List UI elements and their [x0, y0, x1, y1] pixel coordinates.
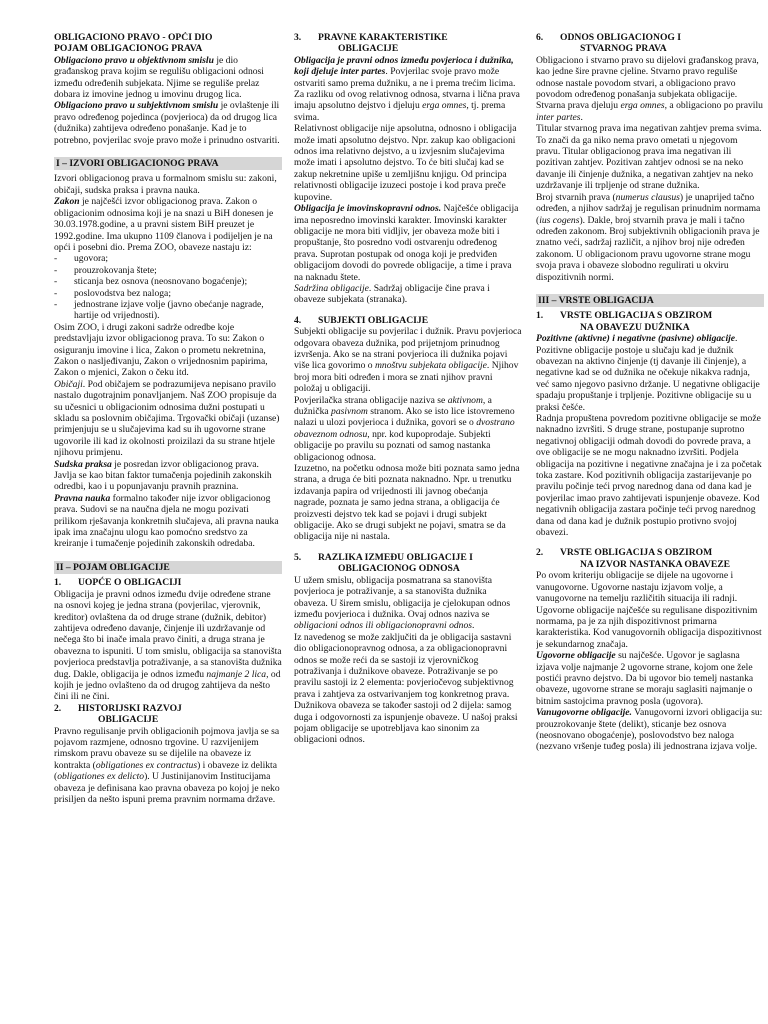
- list-item: - ugovora;: [54, 253, 109, 265]
- paragraph-contractual: Ugovorne obligacije su najčešće. Ugovor je saglasna izjava volje najmanje 2 ugovorne strane, kojom one žele postići pravno dejstvo. Da bi ugovor bio temelj nastanka obaveze, ugovorne strane se moraju saglasiti najmanje o bitnim sastojcima pravnog posla (ugovora).: [536, 650, 754, 707]
- subheading-difference: 5. RAZLIKA IZMEĐU OBLIGACIJE I OBLIGACIONOG ODNOSA: [294, 551, 473, 575]
- paragraph-zakon: Zakon je najčešći izvor obligacionog prava. Zakon o obligacionim odnosima koji je na snazi u BiH donesen je 30.03.1978.godine, a u pravni sistem BiH preuzet je 1992.godine. Ima ukupno 1109 članova i podijeljen je na opći i posebni dio. Prema ZOO, obaveze nastaju iz:: [54, 196, 274, 253]
- doc-title-line1: OBLIGACIONO PRAVO - OPĆI DIO: [54, 32, 213, 43]
- subheading-general: 1. UOPĆE O OBLIGACIJI: [54, 577, 182, 589]
- paragraph-subjects: Subjekti obligacije su povjerilac i dužnik. Pravu povjerioca odgovara obaveza dužnika, pod prijetnjom prinudnog izvršenja. Ako se na strani povjerioca ili dužnika pojavi više lica govorimo o mnoštvu subjekata obligacije. Njihov broj mora biti određen i mora se znati njihov pravni položaj u obligaciji.: [294, 326, 522, 395]
- section-heading-concept: II – POJAM OBLIGACIJE: [54, 561, 282, 574]
- paragraph-sides: Povjerilačka strana obligacije naziva se aktivnom, a dužnička pasivnom stranom. Ako se isto lice istovremeno nalazi u ulozi povjerioca i dužnika, govori se o dvostrano obaveznom odnosu, npr. kod kupoprodaje. Subjekti obligacije po pravilu su poznati od samog nastanka obligacionog odnosa.: [294, 394, 515, 463]
- section-heading-sources: I – IZVORI OBLIGACIONOG PRAVA: [54, 157, 282, 170]
- paragraph-objective: Obligaciono pravo u objektivnom smislu je dio građanskog prava kojim se regulišu obligacioni odnosi između određenih subjekata. Njime se reguliše prelaz dobara iz imovine jednog u imovinu drugog lica.: [54, 54, 264, 101]
- paragraph-relativity: Relativnost obligacije nije apsolutna, odnosno i obligacija može imati apsolutno dejstvo. Npr. zakup kao obligacioni odnos ima relativno dejstvo, a u izvjesnim slučajevima može imati i apsolutno dejstvo. To će biti slučaj kad se zakup nekretnine upiše u zemljišnu knjigu. Od principa relativnosti obligacije izuzeci postoje i kod prava preče kupovine.: [294, 123, 517, 203]
- paragraph-general: Obligacija je pravni odnos između dvije određene strane na osnovi kojeg je jedna strana (povjerilac, vjerovnik, kreditor) ovlaštena da od druge strane (dužnik, debitor) zahtijeva određeno davanje, činjenje ili uzdržavanje od nečega što bi inače imala pravo činiti, a druga strana je obavezna to ispuniti. U tom smislu, obligacija sa stanovišta povjerioca predstavlja potraživanje, a sa stanovišta dužnika dug. Dakle, obligacija je odnos između najmanje 2 lica, od kojih je jedno ovlašteno da od drugog zahtijeva da nešto čini ili ne čini.: [54, 588, 282, 703]
- paragraph-relative: Obligacija je pravni odnos između povjerioca i dužnika, koji djeluje inter partes. Povjerilac svoje pravo može ostvariti samo prema dužniku, a ne i prema trećim licima. Za razliku od ovog relativnog odnosa, stvarna i lična prava imaju apsolutno dejstvo i djeluju erga omnes, tj. prema svima.: [294, 54, 520, 123]
- paragraph-conclusion: Iz navedenog se može zaključiti da je obligacija sastavni dio obligacionopravnog odnosa, a za obligacionopravni odnos se može reći da se sastoji iz vjerovničkog potraživanja i dužnikove obaveze. Potraživanje se po pravilu sastoji iz 2 elementa: povjeriočevog subjektivnog prava i zahtjeva za ostvarivanjem tog konkretnog prava. Dužnikova obaveza se također sastoji od 2 dijela: samog duga i odgovornosti za ispunjenje obaveze. U našoj praksi pojam obligacije se upotrebljava kao sinonim za obligacioni odnos.: [294, 631, 518, 746]
- list-item: - prouzrokovanja štete;: [54, 264, 157, 276]
- section-heading-types: III – VRSTE OBLIGACIJA: [536, 294, 764, 307]
- list-item: - sticanja bez osnova (neosnovano bogaćenje);: [54, 276, 248, 288]
- paragraph-history: Pravno regulisanje prvih obligacionih pojmova javlja se sa pojavom razmjene, odnosno trgovine. U razvijenijem rimskom pravu obaveze su se dijelile na obaveze iz kontrakta (obligationes ex contractus) i obaveze iz delikta (obligationes ex delicto). U Justinijanovim Institucijama obaveza je definisana kao pravna obaveza po kojoj je neko prisiljen da nešto ispuni prema pravnim normama države.: [54, 725, 280, 805]
- paragraph-exception: Izuzetno, na početku odnosa može biti poznata samo jedna strana, a druga će biti poznata naknadno. Npr. u trenutku izdavanja papira od vrijednosti ili javnog obećanja nagrade, poznata je samo jedna strana, a obligacija će proizvesti dejstvo tek kad se pojavi i drugi subjekt obligacije. Ako se drugi subjekt ne pojavi, smatra se da obligacija nije ni nastala.: [294, 463, 520, 543]
- subheading-history: 2. HISTORIJSKI RAZVOJ OBLIGACIJE: [54, 702, 182, 726]
- paragraph-numerus-clausus: Broj stvarnih prava (numerus clausus) je unaprijed tačno određen, a njihov sadržaj je regulisan prinudnim normama (ius cogens). Dakle, broj stvarnih prava je mali i tačno određen zakonom. Broj subjektivnih obligacionih prava je znatno veći, sadržaj različit, a njihov broj nije određen zakonom. U obligacionom pravu ugovorne strane mogu svoja prava i obaveze slobodno regulirati u okviru dispozitivnih normi.: [536, 191, 761, 283]
- obligation-sources-list: [54, 253, 282, 321]
- subheading-relation: 6. ODNOS OBLIGACIONOG I STVARNOG PRAVA: [536, 32, 682, 55]
- doc-title-line2: POJAM OBLIGACIONOG PRAVA: [54, 43, 203, 55]
- paragraph-positive-negative: Pozitivne (aktivne) i negativne (pasivne) obligacije. Pozitivne obligacije postoje u slučaju kad je dužnik obavezan na aktivno činjenje (tj davanje ili činjenje), a negativne kad se od dužnika ne očekuje nikakva radnja, već samo njegovo pasivno držanje. U negativne obligacije spadaju propuštanje i trpljenje. Pozitivne obligacije su u praksi češće.: [536, 333, 760, 413]
- paragraph-legal-science: Pravna nauka formalno također nije izvor obligacionog prava. Sudovi se na naučna djela ne mogu pozivati prilikom rješavanja konkretnih slučajeva, ali pravna nauka ipak ima značajnu ulogu kao pomoćno sredstvo za kreiranje i tumačenje pojedinih zakonskih odredaba.: [54, 492, 279, 550]
- subheading-subjects: 4. SUBJEKTI OBLIGACIJE: [294, 314, 429, 326]
- subheading-types-source: 2. VRSTE OBLIGACIJA S OBZIROM NA IZVOR NASTANKA OBAVEZE: [536, 547, 731, 570]
- paragraph-erga-omnes: Stvarna prava djeluju erga omnes, a obligaciono po pravilu inter partes.: [536, 100, 763, 123]
- paragraph-content: Sadržina obligacije. Sadržaj obligacije čine prava i obaveze subjekata (stranaka).: [294, 282, 490, 306]
- paragraph-other-laws: Osim ZOO, i drugi zakoni sadrže odredbe koje predstavljaju izvor obligacionog prava. To su: Zakon o osiguranju imovine i lica, Zakon o prometu nekretnina, Zakon o nasljeđivanju, Zakon o vrijednosnim papirima, Zakon o mjenici, Zakon o čeku itd.: [54, 321, 268, 379]
- column-1: [54, 32, 282, 805]
- paragraph-sources: Izvori obligacionog prava u formalnom smislu su: zakoni, običaji, sudska praksa i pravna nauka.: [54, 173, 277, 196]
- paragraph-noncontractual: Vanugovorne obligacije. Vanugovorni izvori obligacija su: prouzrokovanje štete (delikt), sticanje bez osnova (neosnovano obogaćenje), poslovodstvo bez naloga (nezvano vršenje tuđeg posla) ili jednostrana izjava volje.: [536, 707, 763, 753]
- list-item: - jednostrane izjave volje (javno obećanje nagrade, hartije od vrijednosti).: [54, 298, 264, 322]
- paragraph-titular: Titular stvarnog prava ima negativan zahtjev prema svima. To znači da ga niko nema pravo ometati u njegovom pravu. Titular obligacionog prava ima negativan ili pozitivan zahtjev. Pozitivan zahtjev odnosi se na neko davanje ili činjenje dužnika, a negativan zahtjev na neko uzdržavanje ili trpljenje od strane dužnika.: [536, 123, 762, 192]
- paragraph-narrow-wide: U užem smislu, obligacija posmatrana sa stanovišta povjerioca je potraživanje, a sa stanovišta dužnika obaveza. U širem smislu, obligacija je cjelokupan odnos između povjerioca i dužnika. Ovaj odnos naziva se obligacioni odnos ili obligacionopravni odnos.: [294, 574, 511, 632]
- paragraph-subjective: Obligaciono pravo u subjektivnom smislu je ovlaštenje ili pravo određenog pojedinca (povjerioca) da od drugog lica (dužnika) zahtijeva određeno ponašanje. Kad je to potrebno, povjerilac svoje pravo može i prinudno ostvariti.: [54, 100, 280, 146]
- column-2: [294, 32, 522, 746]
- subheading-characteristics: 3. PRAVNE KARAKTERISTIKE OBLIGACIJE: [294, 32, 448, 55]
- column-3: [536, 32, 764, 753]
- subheading-types-duty: 1. VRSTE OBLIGACIJA S OBZIROM NA OBAVEZU DUŽNIKA: [536, 310, 713, 333]
- doc-title: [54, 32, 282, 55]
- paragraph-property: Obligacija je imovinskopravni odnos. Najčešće obligacija ima neposredno imovinski karakter. Imovinski karakter obligacije ne mora biti vidljiv, jer obaveza može biti i propuštanje, što posredno vodi ostvarenju određenog prava. Suprotan postupak od onoga koji je predviđen obligacijom dovodi do povrede obligacije, a time i prava na naknadu štete.: [294, 203, 519, 283]
- paragraph-contract-noncontract: Po ovom kriteriju obligacije se dijele na ugovorne i vanugovorne. Ugovorne nastaju izjavom volje, a vanugovorne na temelju različitih situacija ili radnji. Ugovorne obligacije najčešće su regulisane dispozitivnim normama, pa je za njih dispozitivnost primarna karakteristika. Kod vanugovornih obligacija dispozitivnost je sekundarnog značaja.: [536, 570, 762, 650]
- paragraph-statute-limitation: Radnja propuštena povredom pozitivne obligacije se može naknadno izvršiti. S druge strane, postupanje suprotno negativnoj obligaciji odmah dovodi do povrede prava, a ove obligacije se ne mogu naknadno izvršiti. Podjela obligacija na pozitivne i negativne značajna je i za početak toka zastare. Kod pozitivnih obligacija zastarijevanje po pravilu počinje teći prvog narednog dana od dana kad je povjerilac imao pravo zahtijevati ispunjenje obaveze. Kod negativnih obligacija zastara počinje teći prvog narednog dana od dana kad je dužnik postupio protivno svojoj obavezi.: [536, 413, 762, 539]
- paragraph-civil-law: Obligaciono i stvarno pravo su dijelovi građanskog prava, kao jedne šire pravne cjeline. Stvarno pravo reguliše odnose nastale povodom stvari, a obligaciono pravo povodom određenog ponašanja subjekata obligacije.: [536, 54, 759, 101]
- list-item: - poslovodstva bez naloga;: [54, 287, 171, 299]
- paragraph-customs: Običaji. Pod običajem se podrazumijeva nepisano pravilo nastalo dugotrajnim ponavljanjem. Naš ZOO propisuje da su učesnici u obligacionim odnosima dužni postupati u skladu sa poslovnim običajima. Trgovački običaji (uzanse) primjenjuju se u slučajevima kad su ih ugovorne strane ugovorile ili kad iz okolnosti proizilazi da su strane htjele njihovu primjenu.: [54, 378, 280, 459]
- paragraph-court-practice: Sudska praksa je posredan izvor obligacionog prava. Javlja se kao bitan faktor tumačenja pojedinih zakonskih odredbi, kao i u popunjavanju pravnih praznina.: [54, 458, 272, 493]
